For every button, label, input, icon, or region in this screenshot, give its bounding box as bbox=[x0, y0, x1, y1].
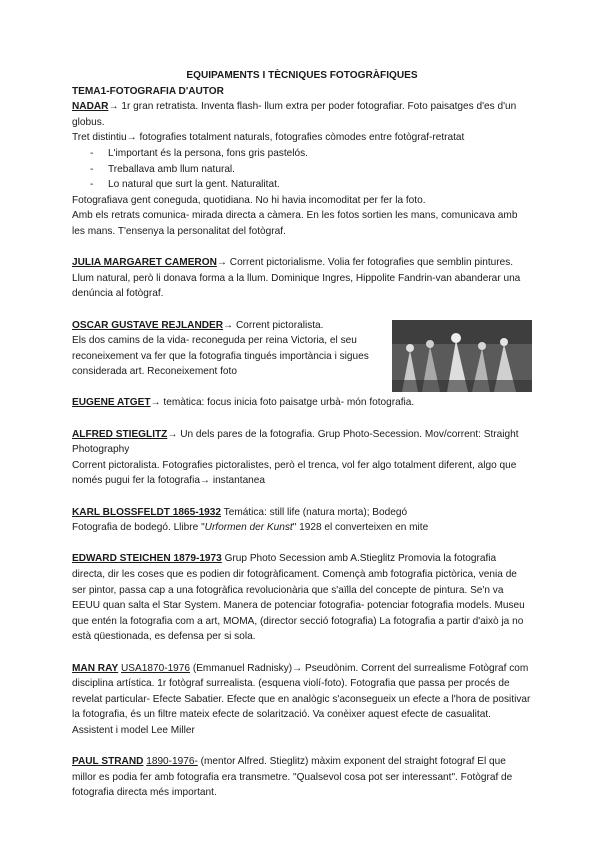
manray-name: MAN RAY bbox=[72, 662, 119, 674]
list-item: - Lo natural que surt la gent. Naturalitat. bbox=[90, 177, 532, 193]
strand-dates: 1890-1976- bbox=[146, 756, 198, 768]
strand-name: PAUL STRAND bbox=[72, 756, 144, 768]
manray-text: (Emmanuel Radnisky)→ Pseudònim. Corrent del surrealisme Fotògraf com disciplina artística. 1r fotògraf surrealista. (esquena violí-foto). Fotografia que passa per procés de revelat particular- Efecte Sabatier. Efecte que en analògic s'aconsegueix un efecte a l'hora de positivar la fotografia, és un filtre mateix efecte de solarització. Va conèixer aquest efecte de casualitat. Assistent i model Lee Miller bbox=[72, 662, 531, 736]
rejlander-photo bbox=[392, 320, 532, 392]
nadar-name: NADAR bbox=[72, 101, 109, 113]
section-manray bbox=[72, 661, 532, 739]
steichen-text: Grup Photo Secession amb A.Stieglitz Promovia la fotografia directa, dir les coses que es podien dir fotogràficament. Començà amb fotografia pictòrica, venia de ser pintor, passa cap a una fotogràfica revolucionària que s'aïlla del concepte de pintura. Se'n va EEUU quan salta el Star System. Manera de potenciar fotografia- potenciar fotografia models. Museu que entén la fotografia com a art, MOMA, (director secció fotografia) La fotografia a partir d'això ja no està qüestionada, es defensa per si sola. bbox=[72, 553, 525, 643]
cameron-name: JULIA MARGARET CAMERON bbox=[72, 257, 217, 269]
section-strand bbox=[72, 754, 532, 801]
strand-text: (mentor Alfred. Stieglitz) màxim exponent del straight fotograf El que millor es podia fer amb fotografia era transmetre. "Qualsevol cosa pot ser interessant". Fotògraf de fotografia directa més important. bbox=[72, 756, 513, 799]
atget-text: → temàtica: focus inicia foto paisatge urbà- món fotografia. bbox=[150, 397, 415, 409]
list-item: - Treballava amb llum natural. bbox=[90, 162, 532, 178]
steichen-name: EDWARD STEICHEN 1879-1973 bbox=[72, 553, 222, 565]
section-nadar bbox=[72, 99, 532, 239]
manray-dates: USA1870-1976 bbox=[121, 662, 191, 674]
blossfeldt-name: KARL BLOSSFELDT 1865-1932 bbox=[72, 506, 222, 518]
cameron-text: → Corrent pictorialisme. Volia fer fotografies que semblin pintures. Llum natural, però li donava forma a la llum. Dominique Ingres, Hippolite Fandrin-van abanderar una denúncia al fotògraf. bbox=[72, 257, 521, 300]
nadar-line4: Amb els retrats comunica- mirada directa a càmera. En les fotos sortien les mans, comunicava amb les mans. T'ensenya la personalitat del fotògraf. bbox=[72, 210, 518, 237]
nadar-bullet-list bbox=[72, 146, 532, 193]
section-rejlander bbox=[72, 318, 532, 380]
stieglitz-name: ALFRED STIEGLITZ bbox=[72, 428, 168, 440]
section-atget bbox=[72, 395, 532, 411]
blossfeldt-line1: Temática: still life (natura morta); Bodegó bbox=[221, 506, 408, 518]
stieglitz-line2: Corrent pictoralista. Fotografies pictoralistes, però el trenca, vol fer algo totalment diferent, algo que només pugui fer la fotografia→ instantanea bbox=[72, 459, 517, 487]
document-title: EQUIPAMENTS I TÈCNIQUES FOTOGRÀFIQUES bbox=[186, 70, 418, 81]
document-subtitle: TEMA1-FOTOGRAFIA D'AUTOR bbox=[72, 85, 224, 97]
nadar-line3: Fotografiava gent coneguda, quotidiana. No hi havia incomoditat per fer la foto. bbox=[72, 194, 426, 206]
section-stieglitz bbox=[72, 427, 532, 489]
blossfeldt-book: Urformen der Kunst bbox=[204, 522, 293, 534]
section-steichen bbox=[72, 551, 532, 645]
document-body bbox=[72, 68, 532, 817]
list-item: - L'important és la persona, fons gris pastelós. bbox=[90, 146, 532, 162]
atget-name: EUGENE ATGET bbox=[72, 397, 151, 409]
rejlander-line1: → Corrent pictoralista. bbox=[223, 319, 324, 331]
section-blossfeldt bbox=[72, 505, 532, 536]
nadar-line2: Tret distintiu→ fotografies totalment naturals, fotografies còmodes entre fotògraf-retratat bbox=[72, 132, 465, 144]
blossfeldt-line2b: " 1928 el converteixen en mite bbox=[292, 522, 429, 534]
blossfeldt-line2a: Fotografia de bodegó. Llibre " bbox=[72, 522, 205, 534]
rejlander-name: OSCAR GUSTAVE REJLANDER bbox=[72, 319, 224, 331]
nadar-line1: → 1r gran retratista. Inventa flash- llum extra per poder fotografiar. Foto paisatges d'es d'un globus. bbox=[72, 101, 517, 128]
section-cameron bbox=[72, 255, 532, 302]
rejlander-line2: Els dos camins de la vida- reconeguda per reina Victoria, el seu reconeixement va fer que la fotografia tingués importància i sigues considerada art. Reconeixement foto bbox=[72, 335, 369, 378]
stieglitz-line1: → Un dels pares de la fotografia. Grup Photo-Secession. Mov/corrent: Straight Photography bbox=[72, 428, 519, 456]
